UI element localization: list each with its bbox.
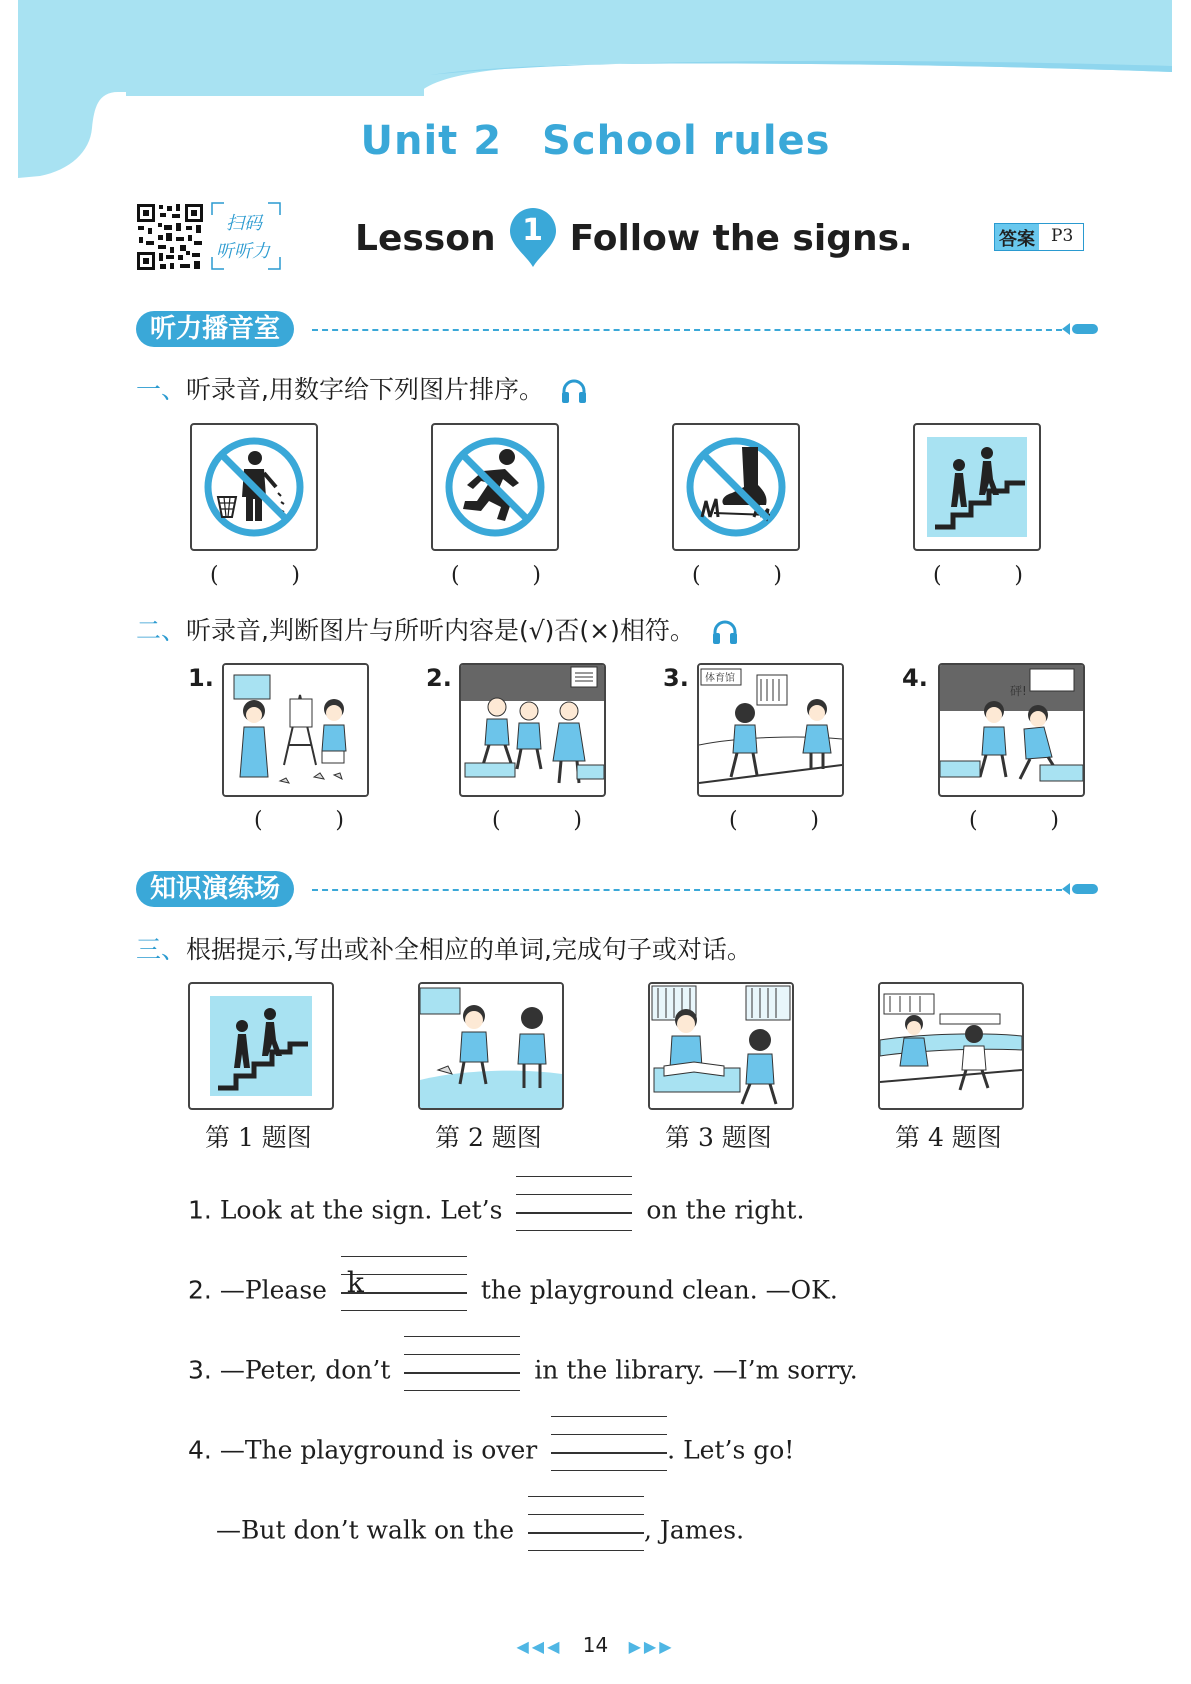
- scene-3-drawing: [697, 663, 844, 797]
- item-number: 3.: [663, 664, 689, 692]
- answer-paren-3[interactable]: ( ): [692, 563, 782, 588]
- sentence-text-before: Look at the sign. Let’s: [219, 1195, 503, 1225]
- left-arrows-icon: ◀◀◀: [516, 1637, 563, 1656]
- sentence-text-after: the playground clean. —OK.: [480, 1275, 838, 1305]
- answer-reference[interactable]: [994, 223, 1084, 251]
- sentence-2: [188, 1264, 838, 1320]
- answer-paren-4[interactable]: ( ): [933, 563, 1023, 588]
- answer-paren-6[interactable]: ( ): [492, 808, 582, 833]
- section-divider: [312, 889, 1062, 891]
- sentence-text-after: , James.: [643, 1515, 745, 1545]
- unit-title: [0, 118, 1191, 164]
- answer-paren-5[interactable]: ( ): [254, 808, 344, 833]
- unit-title-text: School rules: [542, 118, 831, 164]
- question-text: 听录音,用数字给下列图片排序。: [186, 375, 544, 404]
- scan-listen-label: [210, 201, 282, 271]
- question-number: 二、: [136, 616, 187, 645]
- item-number: 4.: [902, 664, 928, 692]
- sentence-text-after: on the right.: [646, 1195, 805, 1225]
- picture-4-playground: [878, 982, 1024, 1110]
- bang-text: 砰!: [1010, 684, 1027, 698]
- answer-paren-8[interactable]: ( ): [969, 808, 1059, 833]
- divider-end-icon: [1062, 883, 1100, 895]
- sentence-1: [188, 1184, 804, 1240]
- item-number: 2.: [426, 664, 452, 692]
- answer-blank-3[interactable]: [404, 1336, 520, 1392]
- lesson-word: Lesson: [355, 217, 496, 259]
- picture-2-playground: [418, 982, 564, 1110]
- answer-label: 答案: [995, 224, 1039, 250]
- answer-blank-2[interactable]: [341, 1256, 467, 1312]
- answer-paren-7[interactable]: ( ): [729, 808, 819, 833]
- sentence-text-before: —Peter, don’t: [219, 1355, 391, 1385]
- lesson-number: 1: [522, 213, 544, 248]
- question-1-title: [136, 370, 588, 406]
- lesson-heading: [355, 208, 913, 268]
- header-background-wave: [0, 0, 1191, 200]
- no-littering-sign: [190, 423, 318, 551]
- unit-word: Unit 2: [360, 118, 503, 164]
- no-running-sign: [431, 423, 559, 551]
- question-text: 听录音,判断图片与所听内容是(√)否(×)相符。: [186, 616, 695, 645]
- answer-blank-1[interactable]: [516, 1176, 632, 1232]
- scene-2-drawing: [459, 663, 606, 797]
- picture-caption-4: 第 4 题图: [895, 1123, 1002, 1152]
- sentence-text-before: —Please: [219, 1275, 327, 1305]
- sentence-text-after: . Let’s go!: [667, 1435, 795, 1465]
- scene-4-drawing: [938, 663, 1085, 797]
- question-number: 一、: [136, 375, 187, 404]
- picture-1-stairs: [188, 982, 334, 1110]
- sentence-3: [188, 1344, 858, 1400]
- sentence-text-before: —But don’t walk on the: [216, 1515, 514, 1545]
- section-divider: [312, 329, 1062, 331]
- sentence-number: 2.: [188, 1275, 212, 1305]
- question-3-title: [136, 930, 752, 966]
- scan-text: 扫码: [226, 213, 262, 234]
- headphones-icon[interactable]: [711, 619, 739, 645]
- answer-blank-4[interactable]: [551, 1416, 667, 1472]
- question-number: 三、: [136, 935, 187, 964]
- sentence-text-before: —The playground is over: [219, 1435, 538, 1465]
- question-text: 根据提示,写出或补全相应的单词,完成句子或对话。: [186, 935, 752, 964]
- sentence-4b: [216, 1504, 744, 1560]
- answer-paren-2[interactable]: ( ): [451, 563, 541, 588]
- answer-page: P3: [1039, 224, 1083, 250]
- picture-caption-3: 第 3 题图: [665, 1123, 772, 1152]
- scene-1-drawing: [222, 663, 369, 797]
- headphones-icon[interactable]: [560, 378, 588, 404]
- sentence-number: 3.: [188, 1355, 212, 1385]
- answer-blank-5[interactable]: [528, 1496, 644, 1552]
- prefilled-letter: k: [346, 1266, 364, 1299]
- gym-sign-text: 体育馆: [705, 673, 735, 684]
- listen-text: 听听力: [216, 241, 270, 262]
- page-number: 14: [582, 1633, 609, 1657]
- keep-off-grass-sign: [672, 423, 800, 551]
- right-arrows-icon: ▶▶▶: [628, 1637, 675, 1656]
- lesson-number-pin: [508, 207, 558, 269]
- section-label-practice: 知识演练场: [136, 871, 294, 907]
- answer-paren-1[interactable]: ( ): [210, 563, 300, 588]
- lesson-title: Follow the signs.: [569, 217, 913, 259]
- sentence-text-after: in the library. —I’m sorry.: [534, 1355, 858, 1385]
- qr-code-icon[interactable]: [136, 203, 204, 271]
- picture-caption-1: 第 1 题图: [205, 1123, 312, 1152]
- picture-caption-2: 第 2 题图: [435, 1123, 542, 1152]
- sentence-number: 4.: [188, 1435, 212, 1465]
- question-2-title: [136, 611, 739, 647]
- sentence-4a: [188, 1424, 794, 1480]
- page-footer: [0, 1633, 1191, 1657]
- section-label-listening: 听力播音室: [136, 311, 294, 347]
- picture-3-library: [648, 982, 794, 1110]
- walk-on-right-stairs-sign: [913, 423, 1041, 551]
- item-number: 1.: [188, 664, 214, 692]
- divider-end-icon: [1062, 323, 1100, 335]
- sentence-number: 1.: [188, 1195, 212, 1225]
